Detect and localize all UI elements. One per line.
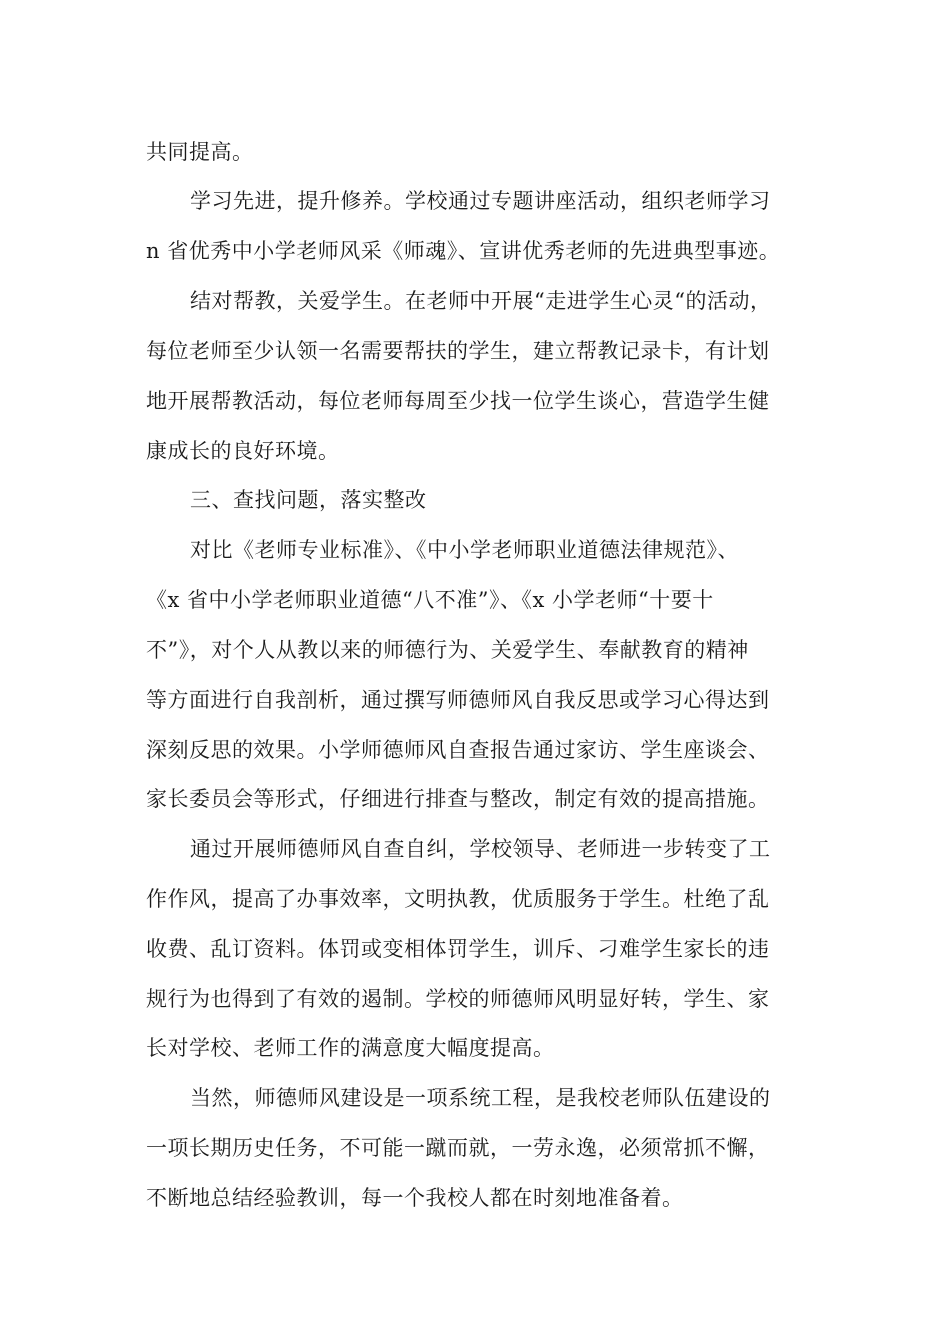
text-line: 共同提高。	[146, 140, 254, 164]
text-line: 一项长期历史任务，不可能一蹴而就，一劳永逸，必须常抓不懈，	[146, 1136, 770, 1160]
text-line: 地开展帮教活动，每位老师每周至少找一位学生谈心，营造学生健	[146, 389, 770, 413]
text-line: 作作风，提高了办事效率，文明执教，优质服务于学生。杜绝了乱	[146, 887, 770, 911]
text-line: 深刻反思的效果。小学师德师风自查报告通过家访、学生座谈会、	[146, 738, 770, 762]
paragraph-first-line: 当然，师德师风建设是一项系统工程，是我校老师队伍建设的	[190, 1086, 771, 1110]
text-line: 等方面进行自我剖析，通过撰写师德师风自我反思或学习心得达到	[146, 688, 770, 712]
text-line: 康成长的良好环境。	[146, 439, 340, 463]
paragraph-first-line: 学习先进，提升修养。学校通过专题讲座活动，组织老师学习	[190, 189, 771, 213]
text-line: 不断地总结经验教训，每一个我校人都在时刻地准备着。	[146, 1186, 684, 1210]
section-heading: 三、查找问题，落实整改	[190, 488, 427, 512]
text-line: 每位老师至少认领一名需要帮扶的学生，建立帮教记录卡，有计划	[146, 339, 770, 363]
text-line: n 省优秀中小学老师风采《师魂》、宣讲优秀老师的先进典型事迹。	[146, 239, 781, 263]
text-line: 家长委员会等形式，仔细进行排查与整改，制定有效的提高措施。	[146, 787, 770, 811]
text-line: 《x 省中小学老师职业道德“八不准”》、《x 小学老师“十要十	[146, 588, 714, 612]
paragraph-first-line: 通过开展师德师风自查自纠，学校领导、老师进一步转变了工	[190, 837, 771, 861]
text-line: 收费、乱订资料。体罚或变相体罚学生，训斥、刁难学生家长的违	[146, 937, 770, 961]
text-line: 规行为也得到了有效的遏制。学校的师德师风明显好转，学生、家	[146, 987, 770, 1011]
text-line: 不”》，对个人从教以来的师德行为、关爱学生、奉献教育的精神	[146, 638, 749, 662]
paragraph-first-line: 对比《老师专业标准》、《中小学老师职业道德法律规范》、	[190, 538, 739, 562]
text-line: 长对学校、老师工作的满意度大幅度提高。	[146, 1036, 555, 1060]
paragraph-first-line: 结对帮教，关爱学生。在老师中开展“走进学生心灵“的活动，	[190, 289, 772, 313]
